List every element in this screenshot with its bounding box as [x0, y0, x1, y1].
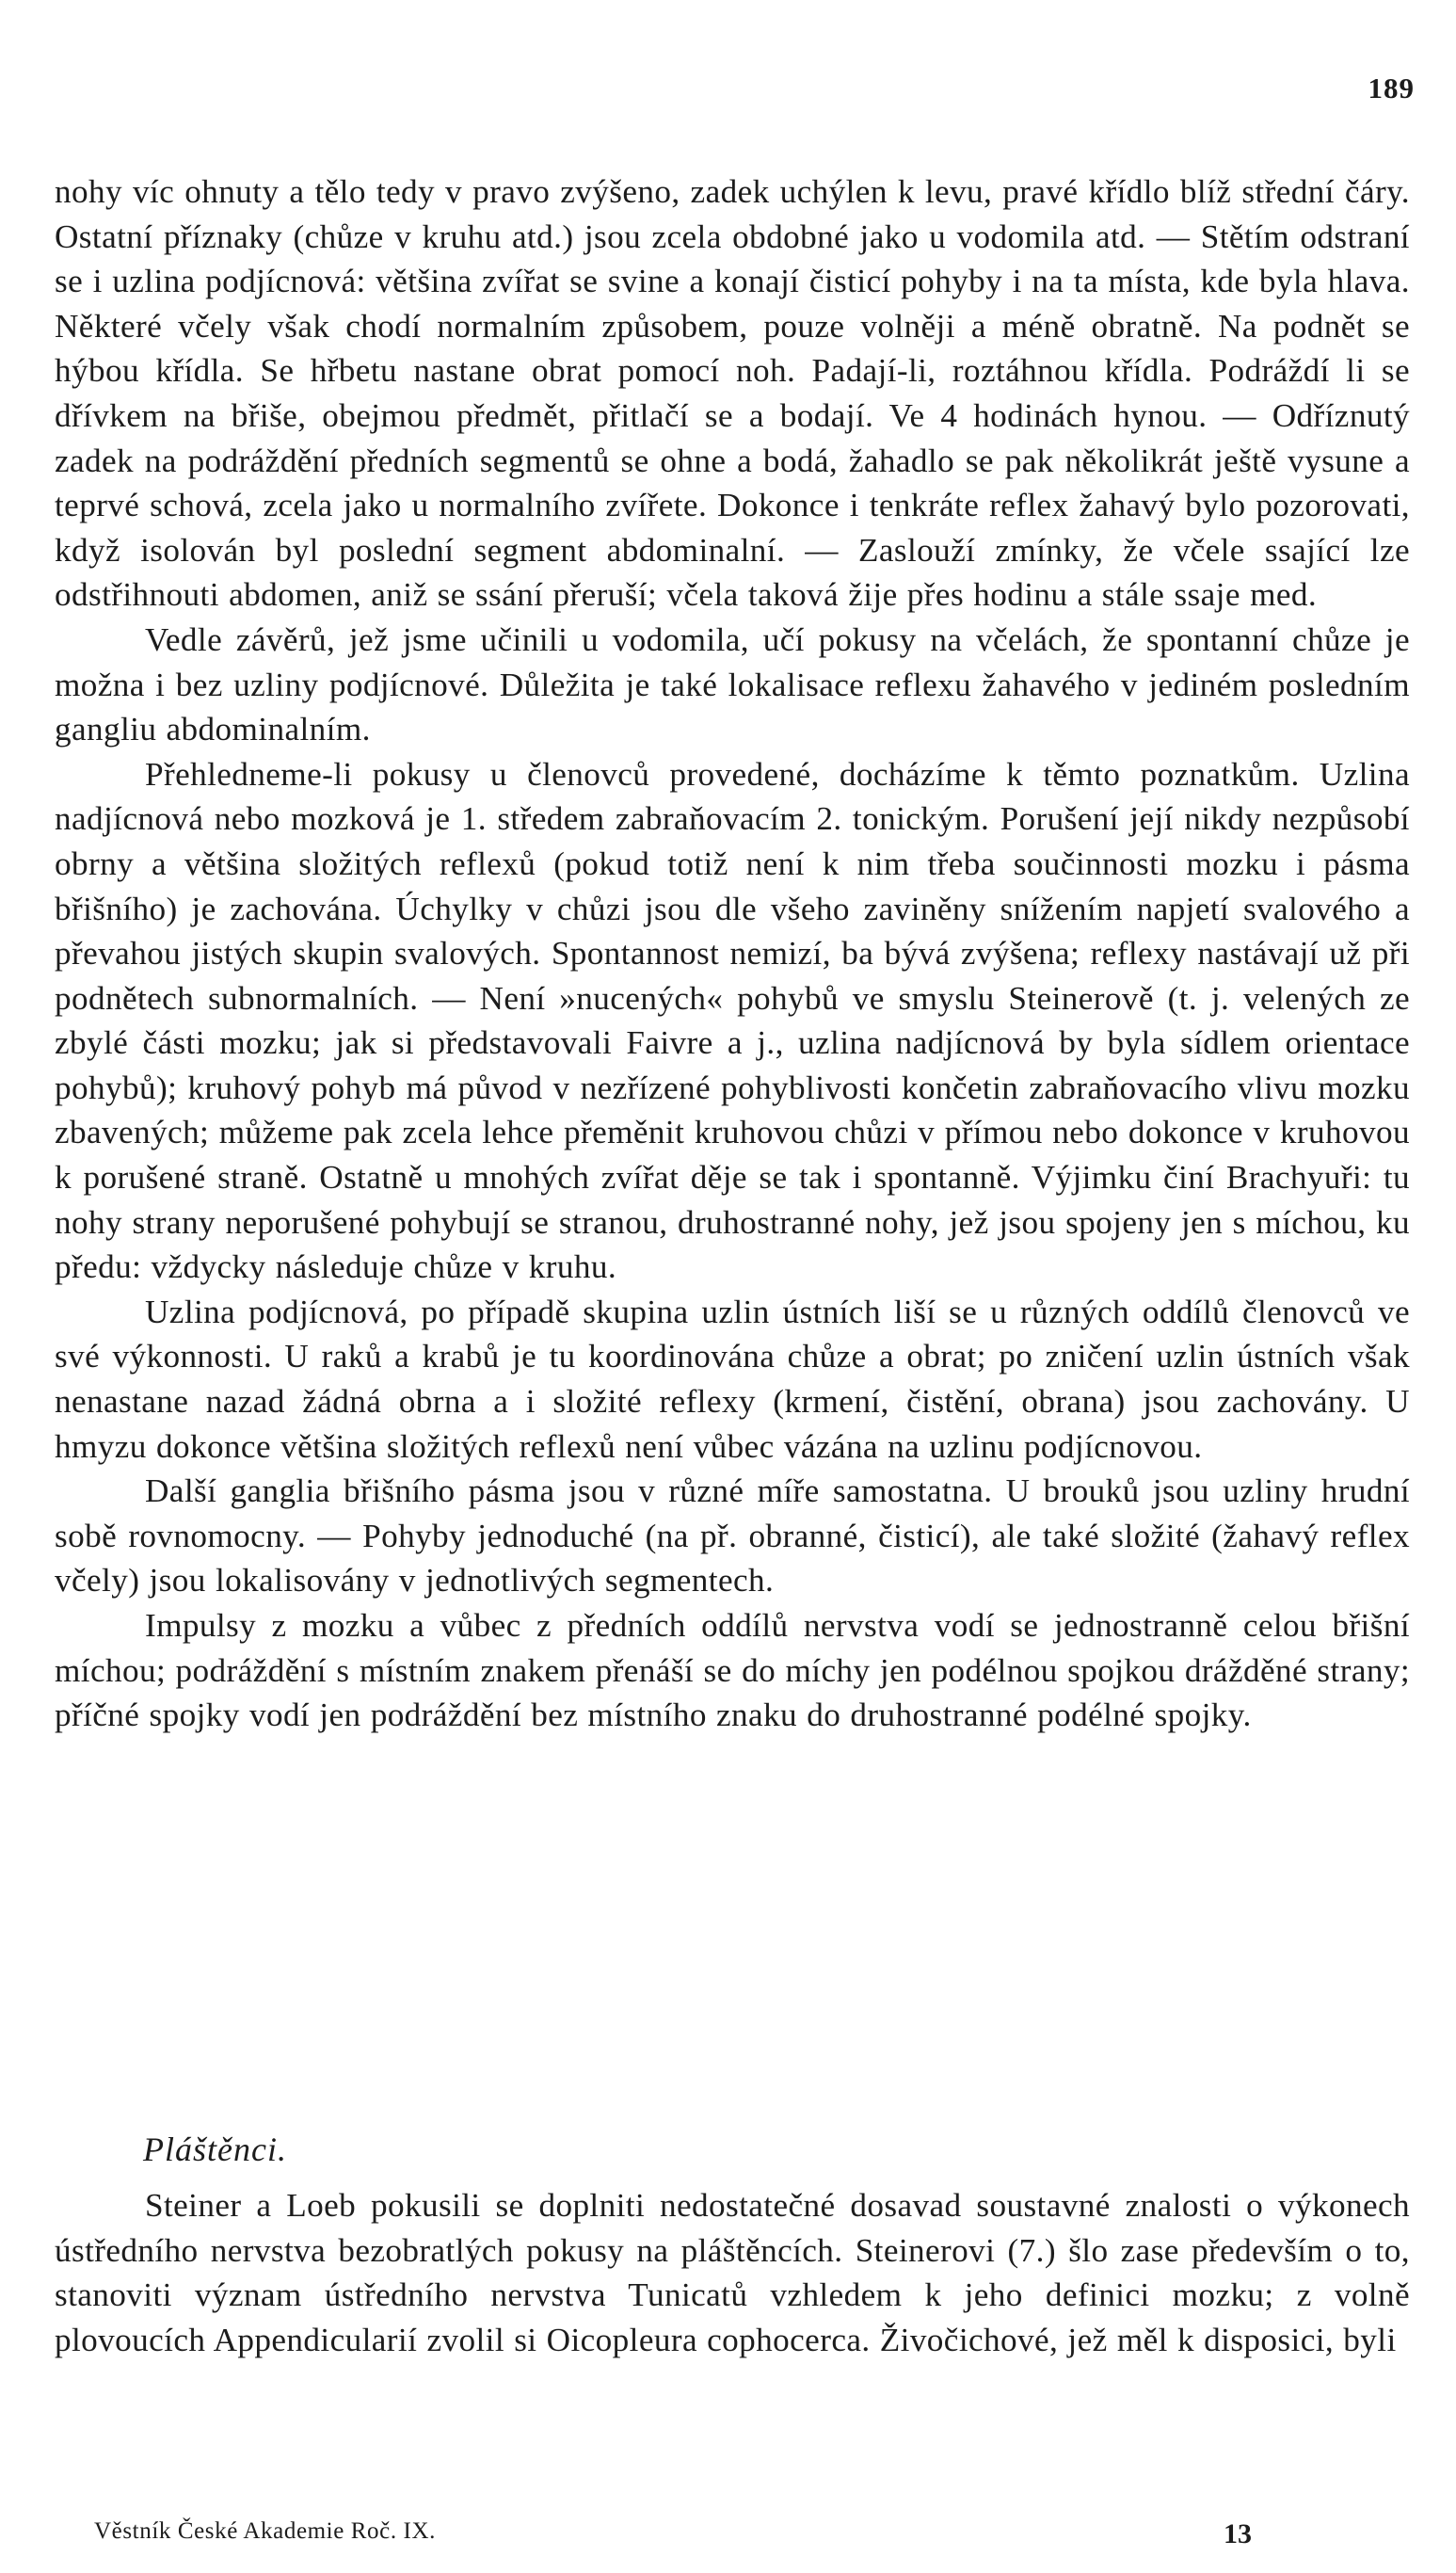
- section-heading-tunicates: Pláštěnci.: [143, 2131, 287, 2168]
- footer-sheet-number: 13: [1224, 2518, 1252, 2549]
- body-text: [55, 169, 1410, 1738]
- paragraph-impulses: Impulsy z mozku a vůbec z předních oddílů nervstva vodí se jednostranně celou břišní míchou; podráždění s místním znakem přenáší se do míchy jen podélnou spojkou drážděné strany; příčné spojky vodí jen podráždění bez místního znaku do druhostranné podélné spojky.: [55, 1607, 1410, 1734]
- page-number: 189: [1368, 72, 1415, 105]
- footer-journal-title: Věstník České Akademie Roč. IX.: [94, 2518, 436, 2544]
- paragraph-arthropod-summary: Přehledneme-li pokusy u členovců provedené, docházíme k těmto poznatkům. Uzlina nadjícnová nebo mozková je 1. středem zabraňovacím 2. tonickým. Porušení její nikdy nezpůsobí obrny a většina složitých reflexů (pokud totiž není k nim třeba součinnosti mozku i pásma břišního) je zachována. Úchylky v chůzi jsou dle všeho zaviněny snížením napjetí svalového a převahou jistých skupin svalových. Spontannost nemizí, ba bývá zvýšena; reflexy nastávají už při podnětech subnormalních. — Není »nucených« pohybů ve smyslu Steinerově (t. j. velených ze zbylé části mozku; jak si představovali Faivre a j., uzlina nadjícnová by byla sídlem orientace pohybů); kruhový pohyb má původ v nezřízené pohyblivosti končetin zabraňovacího vlivu mozku zbavených; můžeme pak zcela lehce přeměnit kruhovou chůzi v přímou nebo dokonce v kruhovou k porušené straně. Ostatně u mnohých zvířat děje se tak i spontanně. Výjimku činí Brachyuři: tu nohy strany neporušené pohybují se stranou, druhostranné nohy, jež jsou spojeny jen s míchou, ku předu: vždycky následuje chůze v kruhu.: [55, 755, 1410, 1286]
- paragraph-tunicates: Steiner a Loeb pokusili se doplniti nedostatečné dosavad soustavné znalosti o výkonech ústředního nervstva bezobratlých pokusy na pláštěncích. Steinerovi (7.) šlo zase především o to, stanoviti význam ústředního nervstva Tunicatů vzhledem k jeho definici mozku; z volně plovoucích Appendicularií zvolil si Oicopleura cophocerca. Živočichové, jež měl k disposici, byli: [55, 2187, 1410, 2358]
- paragraph-bee-experiments: nohy víc ohnuty a tělo tedy v pravo zvýšeno, zadek uchýlen k levu, pravé křídlo blíž střední čáry. Ostatní příznaky (chůze v kruhu atd.) jsou zcela obdobné jako u vodomila atd. — Stětím odstraní se i uzlina podjícnová: většina zvířat se svine a konají čisticí pohyby i na ta místa, kde byla hlava. Některé včely však chodí normalním způsobem, pouze volněji a méně obratně. Na podnět se hýbou křídla. Se hřbetu nastane obrat pomocí noh. Padají-li, roztáhnou křídla. Podráždí li se dřívkem na břiše, obejmou předmět, přitlačí se a bodají. Ve 4 hodinách hynou. — Odříznutý zadek na podráždění předních segmentů se ohne a bodá, žahadlo se pak několikrát ještě vysune a teprvé schová, zcela jako u normalního zvířete. Dokonce i tenkráte reflex žahavý bylo pozorovati, když isolován byl poslední segment abdominalní. — Zaslouží zmínky, že včele ssající lze odstřihnouti abdomen, aniž se ssání přeruší; včela taková žije přes hodinu a stále ssaje med.: [55, 173, 1410, 614]
- body-text-tunicates: [55, 2183, 1410, 2362]
- paragraph-abdominal-ganglia: Další ganglia břišního pásma jsou v různé míře samostatna. U brouků jsou uzliny hrudní sobě rovnomocny. — Pohyby jednoduché (na př. obranné, čisticí), ale také složité (žahavý reflex včely) jsou lokalisovány v jednotlivých segmentech.: [55, 1472, 1410, 1600]
- paragraph-subesophageal-ganglion: Uzlina podjícnová, po případě skupina uzlin ústních liší se u různých oddílů členovců ve své výkonnosti. U raků a krabů je tu koordinována chůze a obrat; po zničení uzlin ústních však nenastane nazad žádná obrna a i složité reflexy (krmení, čistění, obrana) jsou zachovány. U hmyzu dokonce většina složitých reflexů není vůbec vázána na uzlinu podjícnovou.: [55, 1293, 1410, 1465]
- paragraph-conclusions-bees: Vedle závěrů, jež jsme učinili u vodomila, učí pokusy na včelách, že spontanní chůze je možna i bez uzliny podjícnové. Důležita je také lokalisace reflexu žahavého v jediném posledním gangliu abdominalním.: [55, 620, 1410, 748]
